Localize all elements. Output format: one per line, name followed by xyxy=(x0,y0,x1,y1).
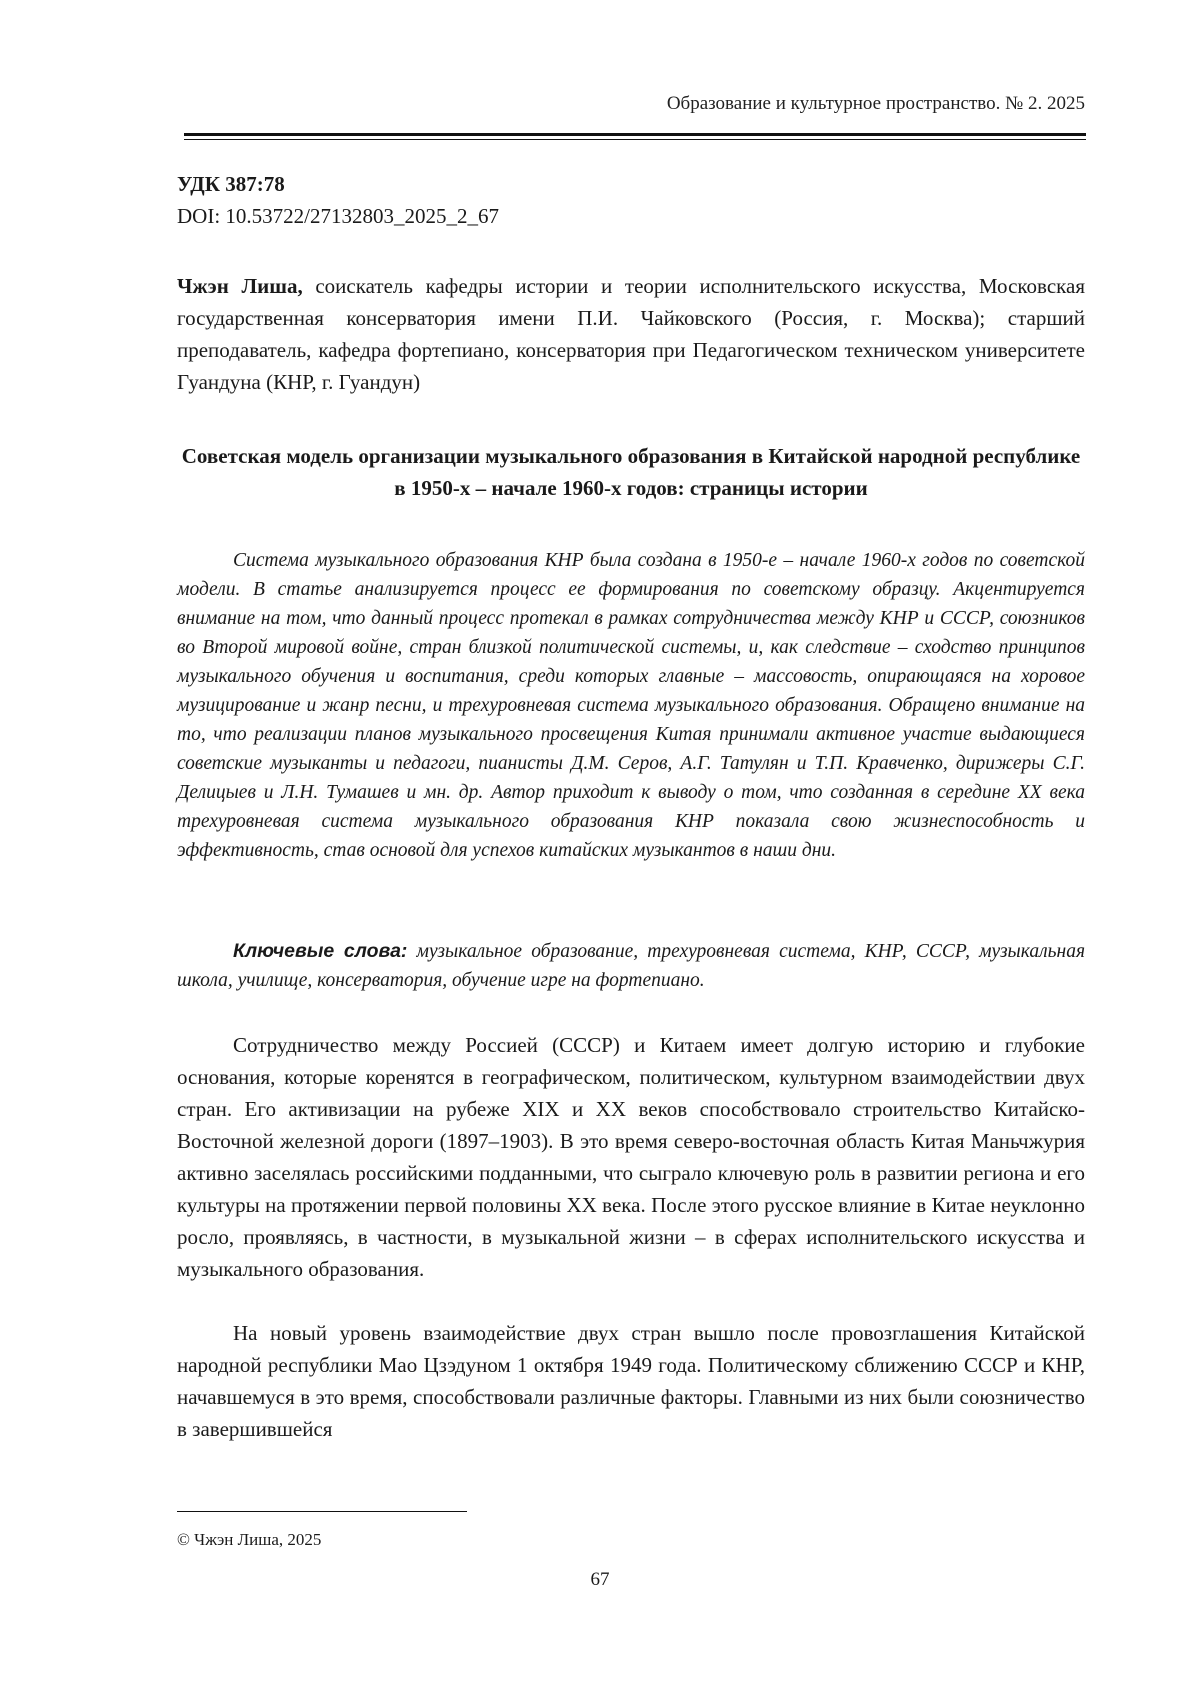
body-paragraph: На новый уровень взаимодействие двух стран вышло после провозглашения Китайской народной республики Мао Цзэдуном 1 октября 1949 года. Политическому сближению СССР и КНР, начавшемуся в это время, способствовали различные факторы. Главными из них были союзничество в завершившейся xyxy=(177,1321,1085,1441)
keywords-label: Ключевые слова: xyxy=(233,940,408,962)
page-number: 67 xyxy=(590,1569,610,1590)
doi: DOI: 10.53722/27132803_2025_2_67 xyxy=(177,204,499,228)
udc-code: УДК 387:78 xyxy=(177,172,285,196)
author-block xyxy=(177,270,1085,398)
running-header: Образование и культурное пространство. № 2. 2025 xyxy=(666,93,1085,114)
author-name: Чжэн Лиша, xyxy=(177,274,303,298)
body-paragraph: Сотрудничество между Россией (СССР) и Китаем имеет долгую историю и глубокие основания, которые коренятся в географическом, политическом, культурном взаимодействии двух стран. Его активизации на рубеже XIX и XX веков способствовало строительство Китайско-Восточной железной дороги (1897–1903). В это время северо-восточная область Китая Маньчжурия активно заселялась российскими подданными, что сыграло ключевую роль в развитии региона и его культуры на протяжении первой половины XX века. После этого русское влияние в Китае неуклонно росло, проявляясь, в частности, в музыкальной жизни – в сферах исполнительского искусства и музыкального образования. xyxy=(177,1033,1085,1281)
header-rule-thin xyxy=(184,139,1086,140)
article-title: Советская модель организации музыкального образования в Китайской народной республике в 1950-х – начале 1960-х годов: страницы истории xyxy=(181,444,1081,500)
copyright-footnote: © Чжэн Лиша, 2025 xyxy=(177,1530,322,1549)
author-affiliation: соискатель кафедры истории и теории исполнительского искусства, Московская государственная консерватория имени П.И. Чайковского (Россия, г. Москва); старший преподаватель, кафедра фортепиано, консерватория при Педагогическом техническом университете Гуандуна (КНР, г. Гуандун) xyxy=(177,274,1086,394)
keywords-list: музыкальное образование, трехуровневая система, КНР, СССР, музыкальная школа, училище, консерватория, обучение игре на фортепиано. xyxy=(177,941,1086,991)
header-rule-thick xyxy=(184,133,1086,136)
keywords xyxy=(177,937,1085,995)
abstract: Система музыкального образования КНР была создана в 1950-е – начале 1960-х годов по советской модели. В статье анализируется процесс ее формирования по советскому образцу. Акцентируется внимание на том, что данный процесс протекал в рамках сотрудничества между КНР и СССР, союзников во Второй мировой войне, стран близкой политической системы, и, как следствие – сходство принципов музыкального обучения и воспитания, среди которых главные – массовость, опирающаяся на хоровое музицирование и жанр песни, и трехуровневая система музыкального образования. Обращено внимание на то, что реализации планов музыкального просвещения Китая принимали активное участие выдающиеся советские музыканты и педагоги, пианисты Д.М. Серов, А.Г. Татулян и Т.П. Кравченко, дирижеры С.Г. Делицыев и Л.Н. Тумашев и мн. др. Автор приходит к выводу о том, что созданная в середине XX века трехуровневая система музыкального образования КНР показала свою жизнеспособность и эффективность, став основой для успехов китайских музыкантов в наши дни. xyxy=(177,550,1085,861)
footnote-rule xyxy=(177,1511,467,1512)
